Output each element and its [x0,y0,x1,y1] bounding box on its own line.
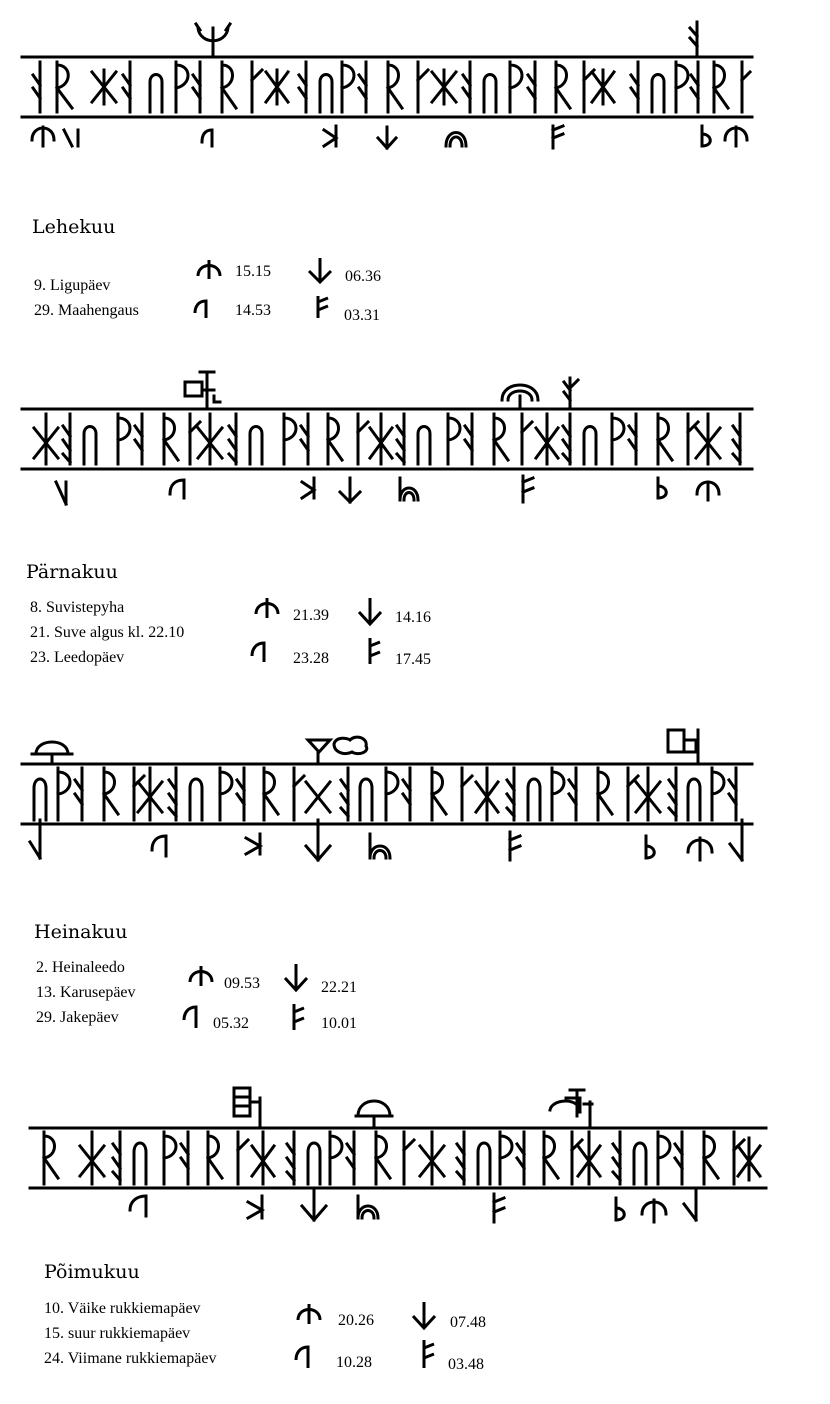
first-quarter-icon [180,1004,202,1030]
note-line: 8. Suvistepyha [30,599,125,616]
new-moon-time: 10.01 [321,1015,357,1032]
full-moon-time: 15.15 [235,263,271,280]
festival-marks [234,1088,592,1128]
festival-marks [196,22,697,57]
note-line: 24. Viimane rukkiemapäev [44,1350,217,1367]
month-title: Põimukuu [44,1261,140,1283]
last-quarter-icon [356,596,384,628]
full-moon-icon [254,596,282,620]
first-quarter-time: 23.28 [293,650,329,667]
first-quarter-icon [292,1344,314,1370]
month-title: Lehekuu [32,216,116,238]
note-line: 29. Jakepäev [36,1009,119,1026]
runic-calendar-strip-parnakuu [0,370,830,510]
last-quarter-time: 06.36 [345,268,381,285]
moon-phase-marks [56,476,719,504]
last-quarter-icon [282,962,310,994]
new-moon-icon [312,294,334,320]
last-quarter-icon [306,256,334,286]
first-quarter-time: 14.53 [235,302,271,319]
festival-marks [32,730,698,764]
full-moon-icon [296,1302,324,1326]
new-moon-time: 03.48 [448,1356,484,1373]
note-line: 21. Suve algus kl. 22.10 [30,624,185,641]
full-moon-time: 21.39 [293,607,329,624]
day-runes [33,62,750,112]
last-quarter-time: 14.16 [395,609,431,626]
day-runes [34,768,736,820]
last-quarter-time: 22.21 [321,979,357,996]
moon-phase-marks [30,820,742,860]
last-quarter-icon [410,1300,438,1332]
full-moon-time: 20.26 [338,1312,374,1329]
note-line: 15. suur rukkiemapäev [44,1325,191,1342]
note-line: 9. Ligupäev [34,277,111,294]
moon-phase-marks [130,1188,696,1222]
new-moon-time: 03.31 [344,307,380,324]
note-line: 2. Heinaleedo [36,959,125,976]
month-title: Heinakuu [34,921,128,943]
last-quarter-time: 07.48 [450,1314,486,1331]
first-quarter-icon [248,640,270,664]
runic-calendar-strip-lehekuu [0,20,830,160]
new-moon-time: 17.45 [395,651,431,668]
festival-marks [185,372,578,409]
new-moon-icon [288,1002,310,1032]
full-moon-time: 09.53 [224,975,260,992]
full-moon-icon [188,964,216,988]
day-runes [44,1132,760,1184]
note-line: 13. Karusepäev [36,984,136,1001]
new-moon-icon [364,636,386,666]
new-moon-icon [418,1338,440,1370]
runic-calendar-strip-poimukuu [0,1084,830,1224]
day-runes [34,414,740,464]
first-quarter-time: 10.28 [336,1354,372,1371]
note-line: 29. Maahengaus [34,302,139,319]
first-quarter-icon [192,298,214,320]
month-title: Pärnakuu [26,561,118,583]
note-line: 23. Leedopäev [30,649,125,666]
runic-calendar-strip-heinakuu [0,726,830,866]
full-moon-icon [196,258,224,280]
first-quarter-time: 05.32 [213,1015,249,1032]
moon-phase-marks [32,126,747,148]
note-line: 10. Väike rukkiemapäev [44,1300,201,1317]
